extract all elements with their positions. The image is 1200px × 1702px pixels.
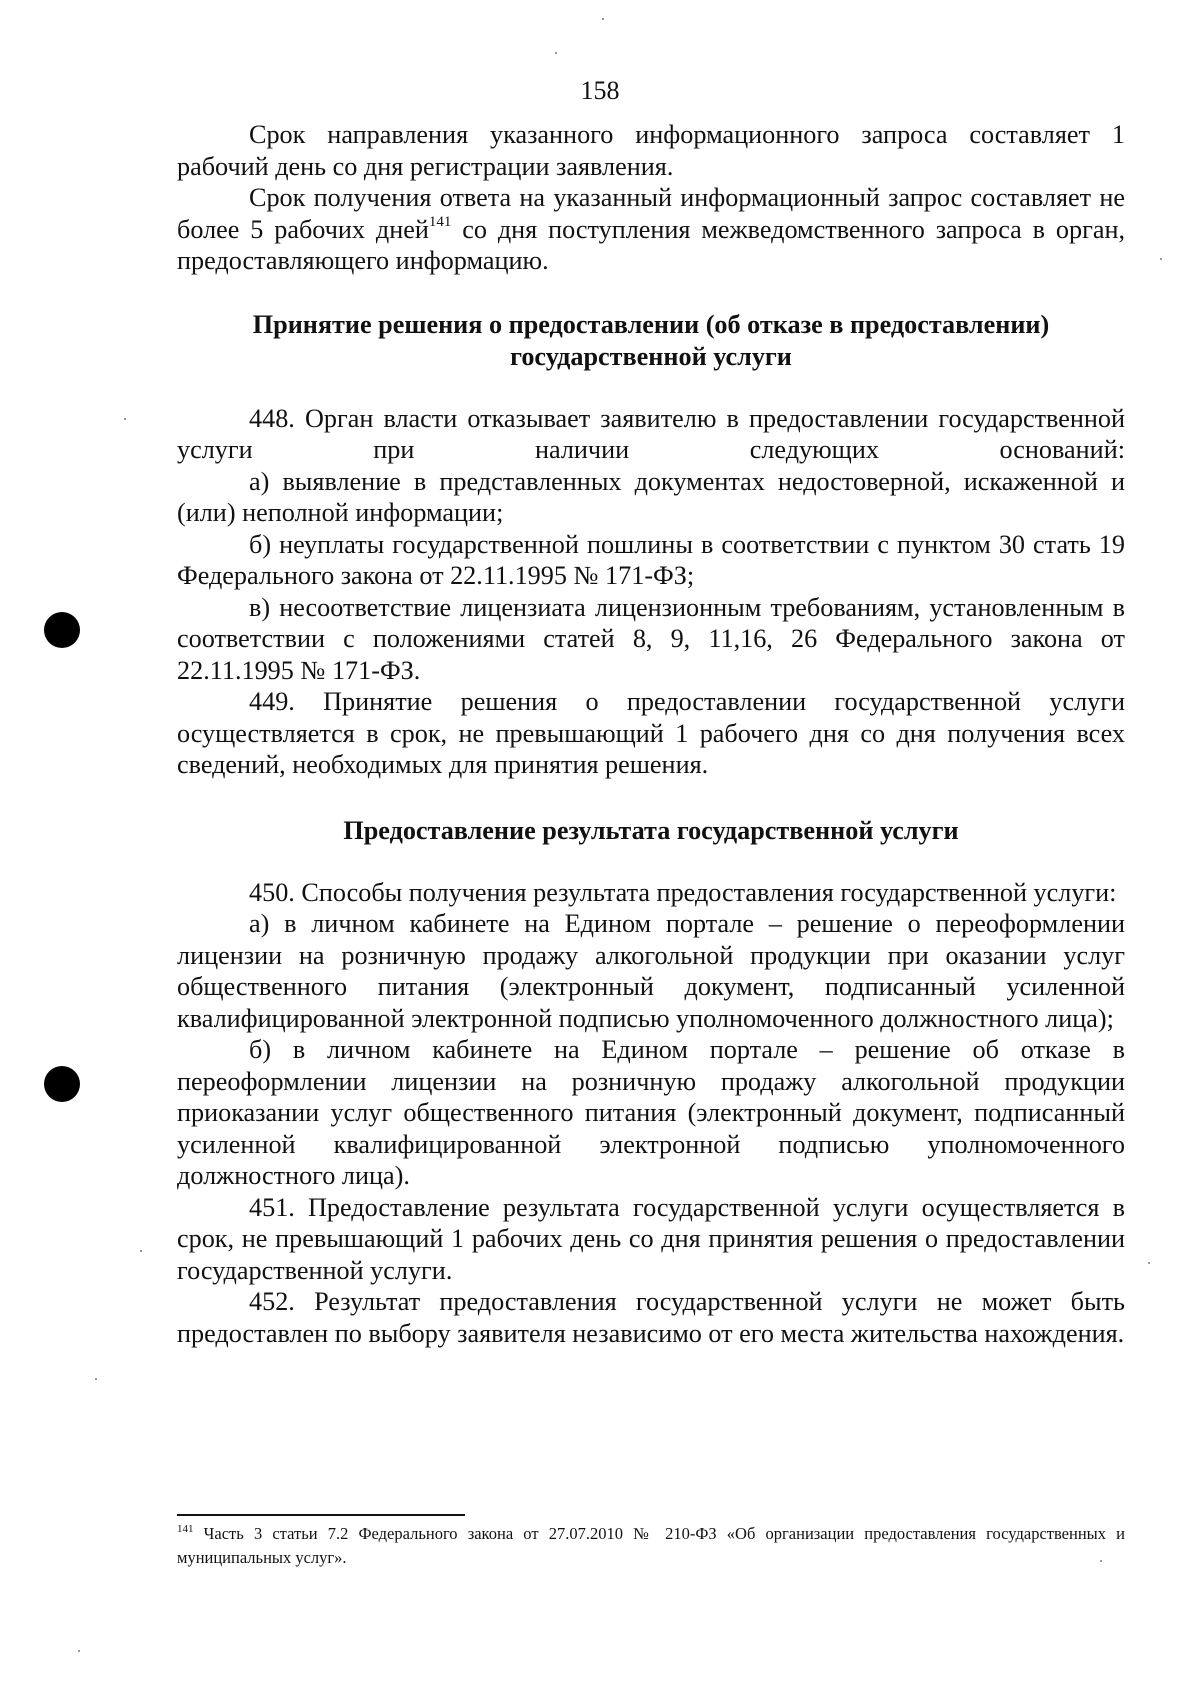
- footnote-divider: [177, 1514, 465, 1516]
- punch-hole-mark: [44, 612, 80, 648]
- paragraph-450-b: б) в личном кабинете на Едином портале – решение об отказе в переоформлении лицензии на розничную продажу алкогольной продукции приоказании услуг общественного питания (электронный документ, подписанный усиленной квалифицированной электронной подписью уполномоченного должностного лица).: [177, 1035, 1125, 1190]
- scan-speck: [140, 1250, 142, 1252]
- scan-speck: [1160, 258, 1162, 260]
- scan-speck: [1148, 1262, 1150, 1264]
- paragraph-response-deadline-text: Срок получения ответа на указанный информационный запрос составляет не более 5 рабочих дней: [177, 183, 1125, 244]
- paragraph-response-deadline-text-end: со дня поступления межведомственного запроса в орган, предоставляющего информацию.: [177, 214, 1126, 275]
- paragraph-448-b: б) неуплаты государственной пошлины в соответствии с пунктом 30 стать 19 Федерального закона от 22.11.1995 № 171-ФЗ;: [177, 529, 1125, 590]
- document-body: [177, 119, 1125, 1349]
- paragraph-452: 452. Результат предоставления государственной услуги не может быть предоставлен по выбору заявителя независимо от его места жительства нахождения.: [177, 1287, 1125, 1348]
- paragraph-response-deadline: [177, 182, 1125, 277]
- footnote-marker: 141: [177, 1523, 194, 1535]
- paragraph-450-a: а) в личном кабинете на Едином портале – решение о переоформлении лицензии на розничную продажу алкогольной продукции при оказании услуг общественного питания (электронный документ, подписанный усиленной квалифицированной электронной подписью уполномоченного должностного лица);: [177, 909, 1125, 1033]
- punch-hole-mark: [44, 1066, 80, 1102]
- scan-speck: [555, 52, 557, 54]
- section-heading-result: Предоставление результата государственной услуги: [343, 815, 959, 845]
- paragraph-449: 449. Принятие решения о предоставлении государственной услуги осуществляется в срок, не превышающий 1 рабочего дня со дня получения всех сведений, необходимых для принятия решения.: [177, 687, 1125, 779]
- footnote-text: Часть 3 статьи 7.2 Федерального закона от 27.07.2010 № 210-ФЗ «Об организации предоставления государственных и муниципальных услуг».: [177, 1524, 1125, 1567]
- scan-speck: [95, 1378, 97, 1380]
- scan-speck: [1100, 1560, 1102, 1562]
- section-heading-decision: Принятие решения о предоставлении (об отказе в предоставлении) государственной услуги: [252, 309, 1050, 371]
- scan-speck: [124, 418, 126, 420]
- footnote: [177, 1522, 1125, 1570]
- paragraph-request-deadline: Срок направления указанного информационного запроса составляет 1 рабочий день со дня регистрации заявления.: [177, 120, 1125, 181]
- footnote-reference[interactable]: 141: [428, 213, 452, 230]
- paragraph-448: 448. Орган власти отказывает заявителю в предоставлении государственной услуги при наличии следующих оснований:: [177, 403, 1125, 464]
- paragraph-448-a: а) выявление в представленных документах недостоверной, искаженной и (или) неполной информации;: [177, 466, 1125, 527]
- paragraph-451: 451. Предоставление результата государственной услуги осуществляется в срок, не превышающий 1 рабочих день со дня принятия решения о предоставлении государственной услуги.: [177, 1192, 1125, 1285]
- page-number: 158: [580, 76, 620, 105]
- paragraph-448-c: в) несоответствие лицензиата лицензионным требованиям, установленным в соответствии с положениями статей 8, 9, 11,16, 26 Федерального закона от 22.11.1995 № 171-ФЗ.: [177, 592, 1125, 685]
- scan-speck: [602, 18, 604, 20]
- paragraph-450: 450. Способы получения результата предоставления государственной услуги:: [249, 877, 1117, 907]
- scan-speck: [78, 1650, 80, 1652]
